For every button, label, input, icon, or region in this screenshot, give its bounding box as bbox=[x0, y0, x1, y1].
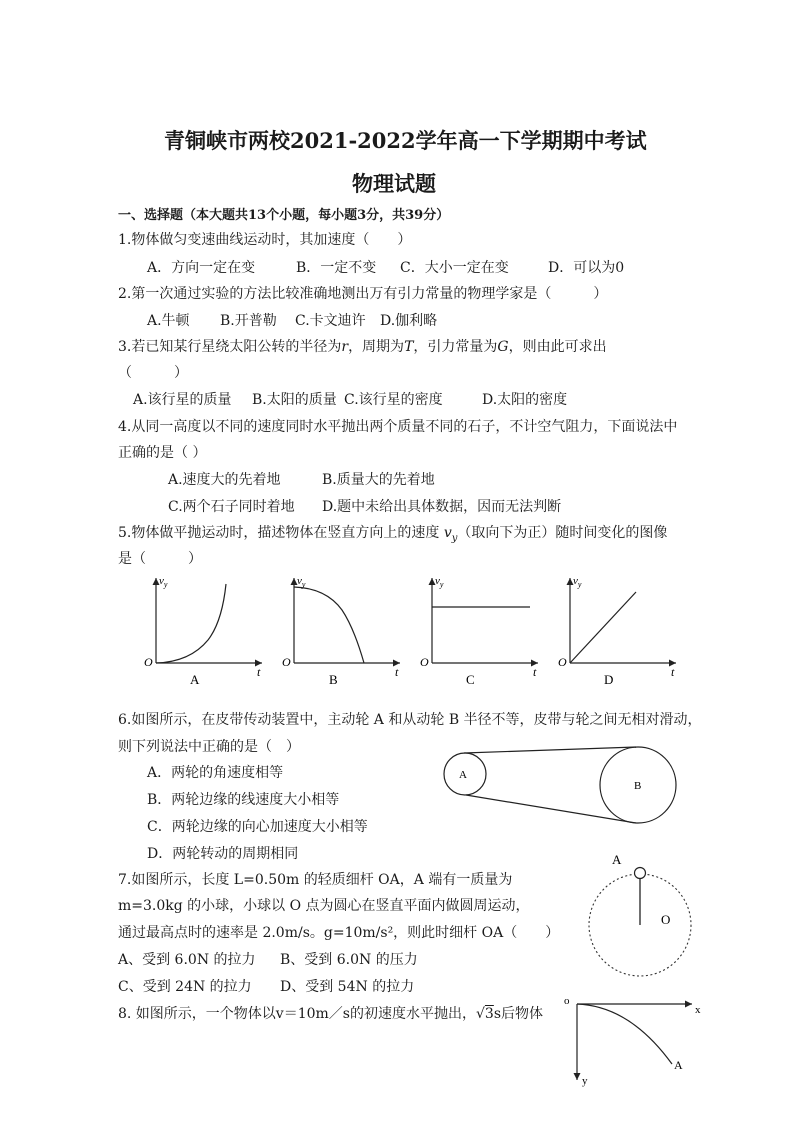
question-3-stem bbox=[118, 336, 607, 356]
q6-option-b: B．两轮边缘的线速度大小相等 bbox=[147, 792, 340, 808]
symbol-G: G bbox=[497, 339, 509, 355]
graph-a-origin: O bbox=[144, 655, 153, 669]
symbol-T: T bbox=[404, 339, 414, 355]
q2-option-b: B.开普勒 bbox=[220, 313, 277, 329]
q2-option-c: C.卡文迪许 bbox=[295, 313, 366, 329]
ball bbox=[635, 868, 646, 879]
belt-top bbox=[464, 747, 636, 753]
graph-b-letter: B bbox=[329, 672, 338, 687]
q3-option-d: D.太阳的密度 bbox=[482, 392, 568, 408]
wheel-a-label: A bbox=[459, 769, 467, 781]
q8-stem-part: 8. 如图所示，一个物体以v＝10m／s的初速度水平抛出， bbox=[118, 1006, 476, 1022]
q3-stem-part: ，周期为 bbox=[348, 339, 405, 355]
q7-option-d: D、受到 54N 的拉力 bbox=[280, 979, 415, 995]
graph-a-letter: A bbox=[190, 672, 200, 687]
x-axis-label: x bbox=[695, 1004, 701, 1016]
graph-c-yaxis-label: $v_y$ bbox=[435, 575, 444, 589]
graph-b-origin: O bbox=[282, 655, 291, 669]
graph-d-yaxis-label: $v_y$ bbox=[573, 575, 582, 589]
point-o-label: O bbox=[661, 912, 671, 927]
q3-option-a: A.该行星的质量 bbox=[133, 392, 232, 408]
q7-option-b: B、受到 6.0N 的压力 bbox=[280, 952, 418, 968]
question-5-stem bbox=[118, 522, 667, 544]
q5-stem-part: 5.物体做平抛运动时，描述物体在竖直方向上的速度 bbox=[118, 525, 444, 541]
question-7-stem-line2: m=3.0kg 的小球，小球以 O 点为圆心在竖直平面内做圆周运动， bbox=[118, 898, 530, 914]
symbol-v: v bbox=[443, 525, 452, 541]
graph-b-curve bbox=[294, 587, 364, 663]
q5-stem-part: （取向下为正）随时间变化的图像 bbox=[457, 525, 668, 541]
q3-stem-part: 3.若已知某行星绕太阳公转的半径为 bbox=[118, 339, 342, 355]
symbol-v-subscript: y bbox=[451, 532, 458, 544]
graph-a-xaxis-label: t bbox=[257, 665, 261, 679]
question-6-stem-line2: 则下列说法中正确的是（ ） bbox=[118, 739, 300, 755]
q3-stem-part: ，则由此可求出 bbox=[508, 339, 607, 355]
exam-subtitle: 物理试题 bbox=[352, 171, 436, 196]
belt-bottom bbox=[466, 795, 636, 823]
question-8-stem bbox=[118, 1003, 543, 1023]
q2-option-a: A.牛顿 bbox=[147, 313, 190, 329]
q4-option-b: B.质量大的先着地 bbox=[322, 472, 435, 488]
q4-option-d: D.题中未给出具体数据，因而无法判断 bbox=[322, 499, 562, 515]
wheel-b-label: B bbox=[634, 780, 642, 792]
graph-c bbox=[420, 575, 538, 687]
y-axis-label: y bbox=[582, 1075, 588, 1087]
graph-a-curve bbox=[156, 584, 226, 663]
q4-option-a: A.速度大的先着地 bbox=[168, 472, 281, 488]
trajectory bbox=[577, 1004, 672, 1064]
question-2-stem: 2.第一次通过实验的方法比较准确地测出万有引力常量的物理学家是（ ） bbox=[118, 286, 608, 302]
question-5-stem-line2: 是（ ） bbox=[118, 551, 202, 567]
question-7-stem: 7.如图所示，长度 L=0.50m 的轻质细杆 OA，A 端有一质量为 bbox=[118, 872, 513, 888]
q6-option-a: A．两轮的角速度相等 bbox=[147, 765, 284, 781]
graph-a bbox=[144, 575, 262, 687]
exam-title: 青铜峡市两校2021-2022学年高一下学期期中考试 bbox=[164, 128, 647, 153]
question-6-stem: 6.如图所示，在皮带传动装置中，主动轮 A 和从动轮 B 半径不等，皮带与轮之间无相对滑动， bbox=[118, 712, 702, 728]
section-heading: 一、选择题（本大题共13个小题，每小题3分，共39分） bbox=[118, 208, 450, 223]
graph-d-line bbox=[570, 592, 636, 663]
q6-option-c: C．两轮边缘的向心加速度大小相等 bbox=[147, 819, 368, 835]
q8-stem-part: s后物体 bbox=[493, 1006, 544, 1022]
graph-b bbox=[282, 575, 400, 687]
sqrt-expression: √3 bbox=[476, 1006, 494, 1022]
question-7-stem-line3: 通过最高点时的速率是 2.0m/s。g=10m/s²，则此时细杆 OA（ ） bbox=[118, 925, 560, 941]
graph-b-xaxis-label: t bbox=[395, 665, 399, 679]
q1-option-b: B．一定不变 bbox=[296, 260, 377, 276]
q7-option-c: C、受到 24N 的拉力 bbox=[118, 979, 252, 995]
q6-option-d: D．两轮转动的周期相同 bbox=[147, 846, 299, 862]
graph-d-letter: D bbox=[604, 672, 614, 687]
q5-graphs bbox=[130, 570, 690, 695]
question-4-stem: 4.从同一高度以不同的速度同时水平抛出两个质量不同的石子，不计空气阻力，下面说法中 bbox=[118, 419, 678, 435]
symbol-r: r bbox=[341, 339, 349, 355]
graph-b-yaxis-label: $v_y$ bbox=[297, 575, 306, 589]
q1-option-d: D．可以为0 bbox=[548, 260, 625, 276]
graph-c-origin: O bbox=[420, 655, 429, 669]
rod-circle-diagram bbox=[585, 848, 695, 988]
point-a-label: A bbox=[612, 852, 622, 867]
graph-c-xaxis-label: t bbox=[533, 665, 537, 679]
q1-option-c: C．大小一定在变 bbox=[400, 260, 509, 276]
graph-d-xaxis-label: t bbox=[671, 665, 675, 679]
q3-option-c: C.该行星的密度 bbox=[344, 392, 443, 408]
q2-option-d: D.伽利略 bbox=[380, 313, 438, 329]
question-3-stem-line2: （ ） bbox=[118, 365, 188, 381]
question-4-stem-line2: 正确的是（ ） bbox=[118, 445, 207, 461]
graph-d-origin: O bbox=[558, 655, 567, 669]
q7-option-a: A、受到 6.0N 的拉力 bbox=[118, 952, 256, 968]
q4-option-c: C.两个石子同时着地 bbox=[168, 499, 295, 515]
origin-label: o bbox=[564, 995, 570, 1007]
q3-option-b: B.太阳的质量 bbox=[252, 392, 337, 408]
graph-c-letter: C bbox=[466, 672, 475, 687]
sqrt-radicand: 3 bbox=[484, 1006, 494, 1022]
graph-d bbox=[558, 575, 676, 687]
q1-option-a: A．方向一定在变 bbox=[147, 260, 256, 276]
projectile-diagram bbox=[560, 992, 710, 1088]
belt-drive-diagram bbox=[440, 740, 680, 855]
graph-a-yaxis-label: $v_y$ bbox=[159, 575, 168, 589]
point-a-label: A bbox=[674, 1058, 683, 1072]
question-1-stem: 1.物体做匀变速曲线运动时，其加速度（ ） bbox=[118, 232, 412, 248]
q3-stem-part: ，引力常量为 bbox=[413, 339, 498, 355]
